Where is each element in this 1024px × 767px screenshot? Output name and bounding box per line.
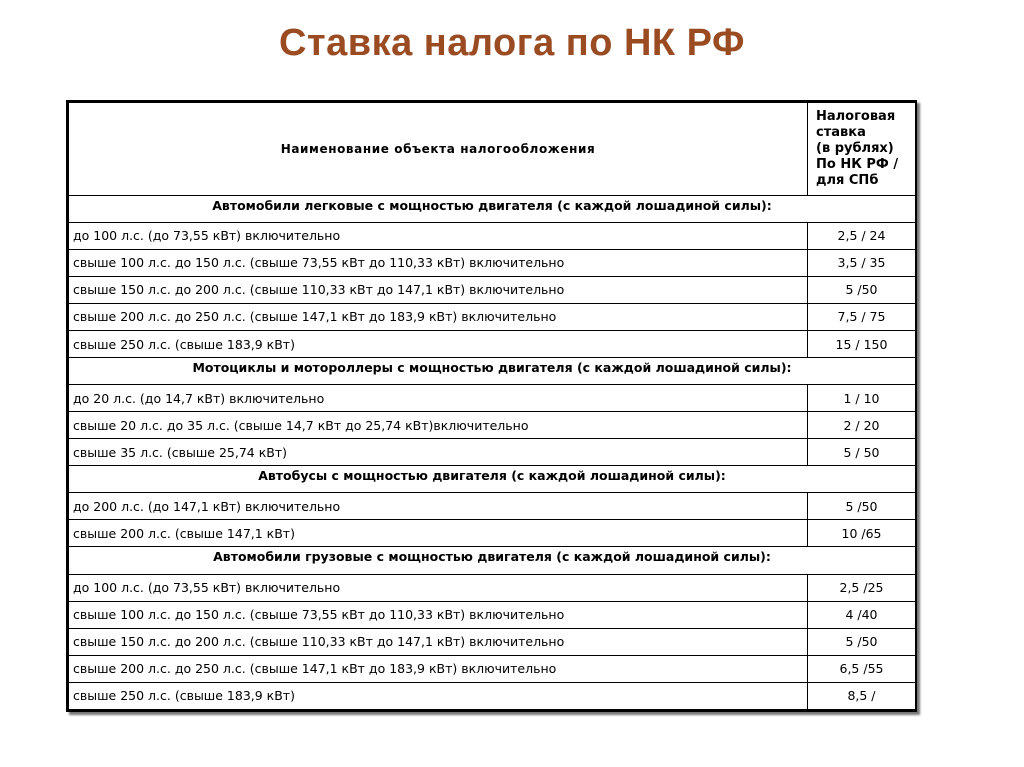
section-heading: Автомобили легковые с мощностью двигателя (с каждой лошадиной силы):: [69, 195, 916, 222]
rate-cell: 5 /50: [808, 493, 916, 520]
object-name-cell: свыше 200 л.с. до 250 л.с. (свыше 147,1 кВт до 183,9 кВт) включительно: [69, 303, 808, 330]
object-name-cell: свыше 250 л.с. (свыше 183,9 кВт): [69, 330, 808, 357]
rate-cell: 5 / 50: [808, 439, 916, 466]
rate-cell: 5 /50: [808, 628, 916, 655]
section-heading-row: [69, 466, 916, 493]
section-heading-row: [69, 358, 916, 385]
table-row: [69, 439, 916, 466]
object-name-cell: свыше 150 л.с. до 200 л.с. (свыше 110,33 кВт до 147,1 кВт) включительно: [69, 628, 808, 655]
object-name-cell: свыше 200 л.с. до 250 л.с. (свыше 147,1 кВт до 183,9 кВт) включительно: [69, 655, 808, 682]
section-heading: Мотоциклы и мотороллеры с мощностью двигателя (с каждой лошадиной силы):: [69, 358, 916, 385]
rate-cell: 6,5 /55: [808, 655, 916, 682]
table-row: [69, 303, 916, 330]
header-rate-line: для СПб: [816, 172, 879, 188]
section-heading: Автобусы с мощностью двигателя (с каждой лошадиной силы):: [69, 466, 916, 493]
object-name-cell: свыше 20 л.с. до 35 л.с. (свыше 14,7 кВт до 25,74 кВт)включительно: [69, 412, 808, 439]
rate-cell: 2 / 20: [808, 412, 916, 439]
table-row: [69, 574, 916, 601]
object-name-cell: свыше 35 л.с. (свыше 25,74 кВт): [69, 439, 808, 466]
section-heading: Автомобили грузовые с мощностью двигателя (с каждой лошадиной силы):: [69, 547, 916, 574]
rate-cell: 2,5 /25: [808, 574, 916, 601]
tax-rate-table-container: [66, 100, 917, 712]
table-row: [69, 682, 916, 709]
table-row: [69, 655, 916, 682]
section-heading-row: [69, 547, 916, 574]
object-name-cell: свыше 100 л.с. до 150 л.с. (свыше 73,55 кВт до 110,33 кВт) включительно: [69, 249, 808, 276]
table-row: [69, 385, 916, 412]
header-rate-line: ставка: [816, 124, 866, 140]
table-row: [69, 520, 916, 547]
header-rate-line: По НК РФ /: [816, 156, 899, 172]
rate-cell: 5 /50: [808, 276, 916, 303]
table-row: [69, 628, 916, 655]
table-row: [69, 601, 916, 628]
header-object-name: Наименование объекта налогообложения: [69, 103, 808, 196]
table-row: [69, 493, 916, 520]
rate-cell: 8,5 /: [808, 682, 916, 709]
table-row: [69, 276, 916, 303]
rate-cell: 10 /65: [808, 520, 916, 547]
table-row: [69, 222, 916, 249]
rate-cell: 2,5 / 24: [808, 222, 916, 249]
object-name-cell: до 100 л.с. (до 73,55 кВт) включительно: [69, 222, 808, 249]
object-name-cell: до 100 л.с. (до 73,55 кВт) включительно: [69, 574, 808, 601]
object-name-cell: свыше 150 л.с. до 200 л.с. (свыше 110,33 кВт до 147,1 кВт) включительно: [69, 276, 808, 303]
rate-cell: 7,5 / 75: [808, 303, 916, 330]
object-name-cell: до 20 л.с. (до 14,7 кВт) включительно: [69, 385, 808, 412]
rate-cell: 1 / 10: [808, 385, 916, 412]
table-row: [69, 249, 916, 276]
table-row: [69, 330, 916, 357]
header-rate: [808, 103, 916, 196]
header-rate-line: Налоговая: [816, 108, 896, 124]
object-name-cell: свыше 250 л.с. (свыше 183,9 кВт): [69, 682, 808, 709]
tax-rate-table: [68, 102, 916, 710]
rate-cell: 15 / 150: [808, 330, 916, 357]
rate-cell: 3,5 / 35: [808, 249, 916, 276]
header-rate-line: (в рублях): [816, 140, 894, 156]
section-heading-row: [69, 195, 916, 222]
object-name-cell: свыше 200 л.с. (свыше 147,1 кВт): [69, 520, 808, 547]
object-name-cell: до 200 л.с. (до 147,1 кВт) включительно: [69, 493, 808, 520]
object-name-cell: свыше 100 л.с. до 150 л.с. (свыше 73,55 кВт до 110,33 кВт) включительно: [69, 601, 808, 628]
rate-cell: 4 /40: [808, 601, 916, 628]
table-header-row: [69, 103, 916, 196]
table-row: [69, 412, 916, 439]
page-title: Ставка налога по НК РФ: [279, 22, 745, 64]
